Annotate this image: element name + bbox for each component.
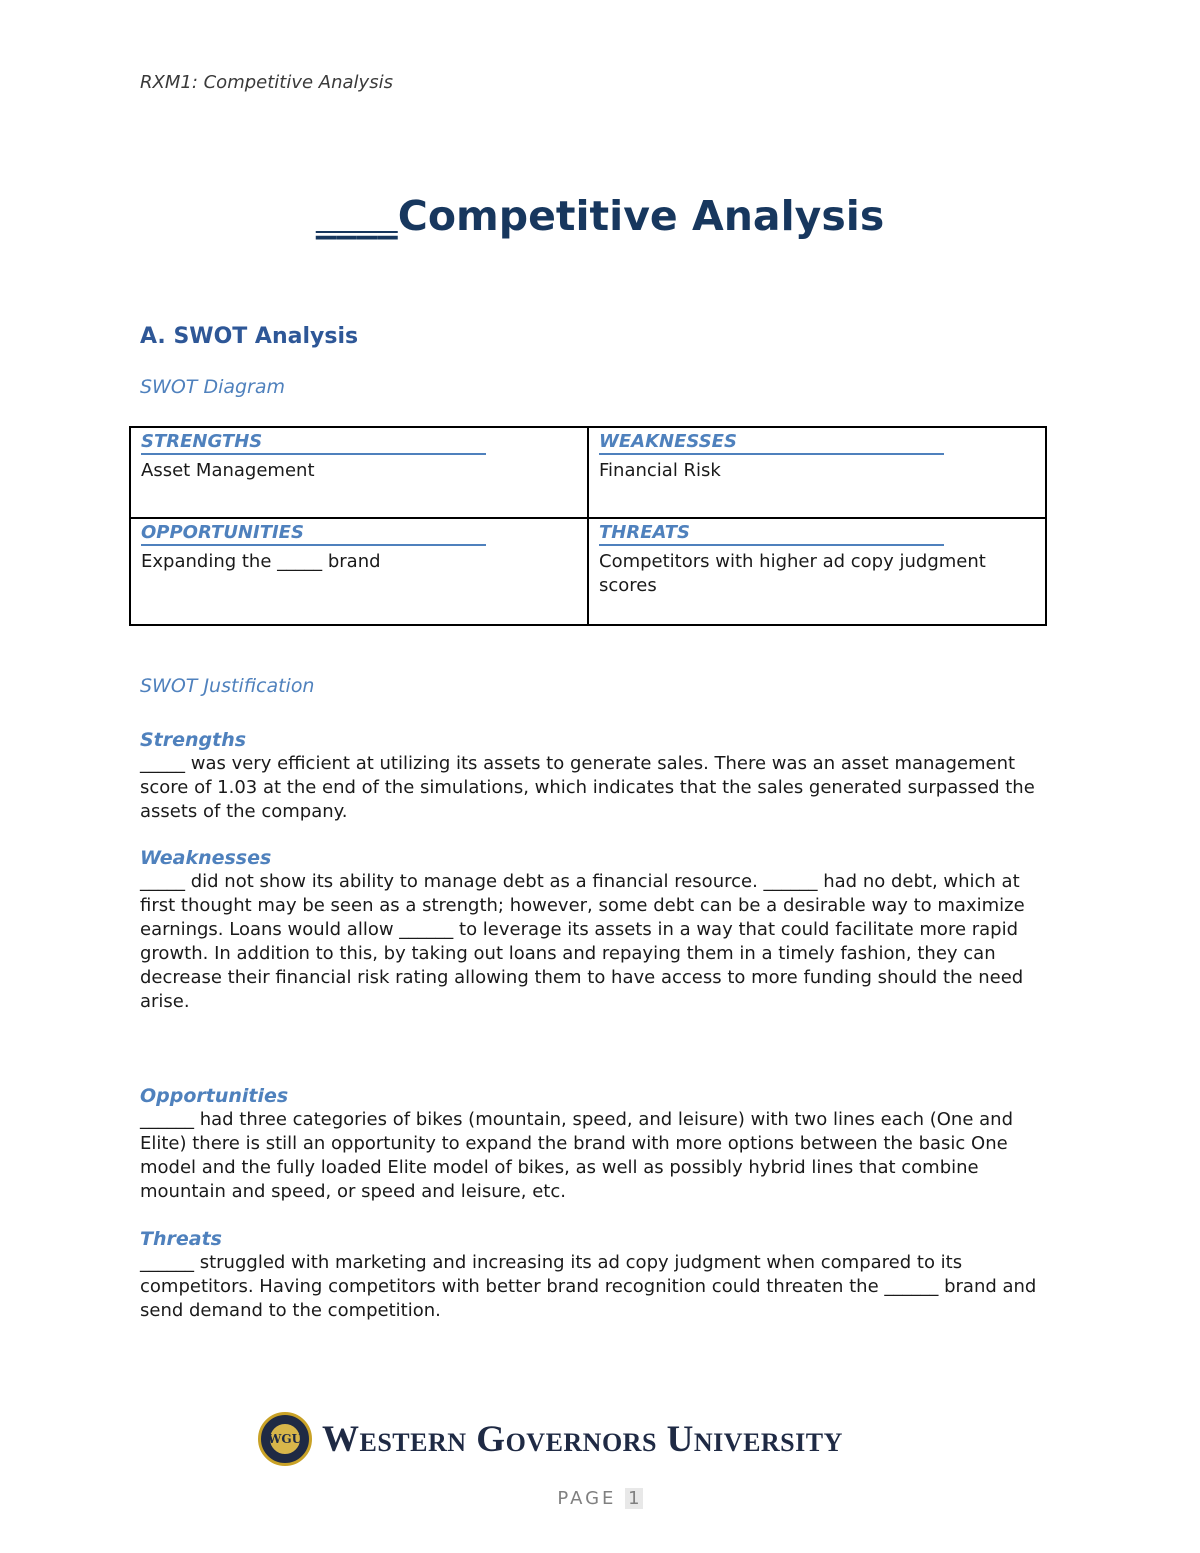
university-wordmark: Western Governors University [322,1418,843,1460]
threats-heading: Threats [140,1228,222,1250]
page-number [0,1488,1200,1509]
page-number-value: 1 [625,1488,642,1509]
strengths-label: STRENGTHS [141,431,486,455]
weaknesses-justification [140,846,1060,1014]
strengths-text: Asset Management [141,460,315,481]
university-seal-icon [258,1412,312,1466]
weaknesses-label: WEAKNESSES [599,431,944,455]
swot-diagram-label: SWOT Diagram [140,376,286,398]
weaknesses-cell [588,427,1046,518]
opportunities-label: OPPORTUNITIES [141,522,486,546]
opportunities-justification [140,1084,1060,1204]
threats-label: THREATS [599,522,944,546]
title-text: Competitive Analysis [397,192,885,240]
swot-justification-label: SWOT Justification [140,675,315,697]
university-logo [258,1412,843,1466]
seal-monogram: WGU [268,1422,302,1456]
weaknesses-heading: Weaknesses [140,847,272,869]
opportunities-heading: Opportunities [140,1085,289,1107]
threats-cell [588,518,1046,625]
weaknesses-paragraph: _____ did not show its ability to manage debt as a financial resource. ______ had no debt, which at first thought may be seen as a strength; however, some debt can be a desirable way to maximize earnings. Loans would allow ______ to leverage its assets in a way that could facilitate more rapid growth. In addition to this, by taking out loans and repaying them in a timely fashion, they can decrease their financial risk rating allowing them to have access to more funding should the need arise. [140,871,1025,1012]
opportunities-cell [130,518,588,625]
threats-justification [140,1227,1060,1323]
swot-table [129,426,1047,626]
threats-text: Competitors with higher ad copy judgment scores [599,551,986,596]
strengths-paragraph: _____ was very efficient at utilizing its assets to generate sales. There was an asset management score of 1.03 at the end of the simulations, which indicates that the sales generated surpassed the assets of the company. [140,753,1035,822]
document-title [0,192,1200,240]
weaknesses-text: Financial Risk [599,460,721,481]
running-header: RXM1: Competitive Analysis [140,72,393,93]
strengths-justification [140,728,1060,824]
title-blank: ____ [315,192,398,240]
threats-paragraph: ______ struggled with marketing and increasing its ad copy judgment when compared to its competitors. Having competitors with better brand recognition could threaten the ______ brand and send demand to the competition. [140,1252,1037,1321]
opportunities-paragraph: ______ had three categories of bikes (mountain, speed, and leisure) with two lines each (One and Elite) there is still an opportunity to expand the brand with more options between the basic One model and the fully loaded Elite model of bikes, as well as possibly hybrid lines that combine mountain and speed, or speed and leisure, etc. [140,1109,1013,1202]
opportunities-text: Expanding the _____ brand [141,551,381,572]
strengths-heading: Strengths [140,729,247,751]
page-label: PAGE [557,1488,617,1509]
strengths-cell [130,427,588,518]
section-heading: A. SWOT Analysis [140,324,359,349]
